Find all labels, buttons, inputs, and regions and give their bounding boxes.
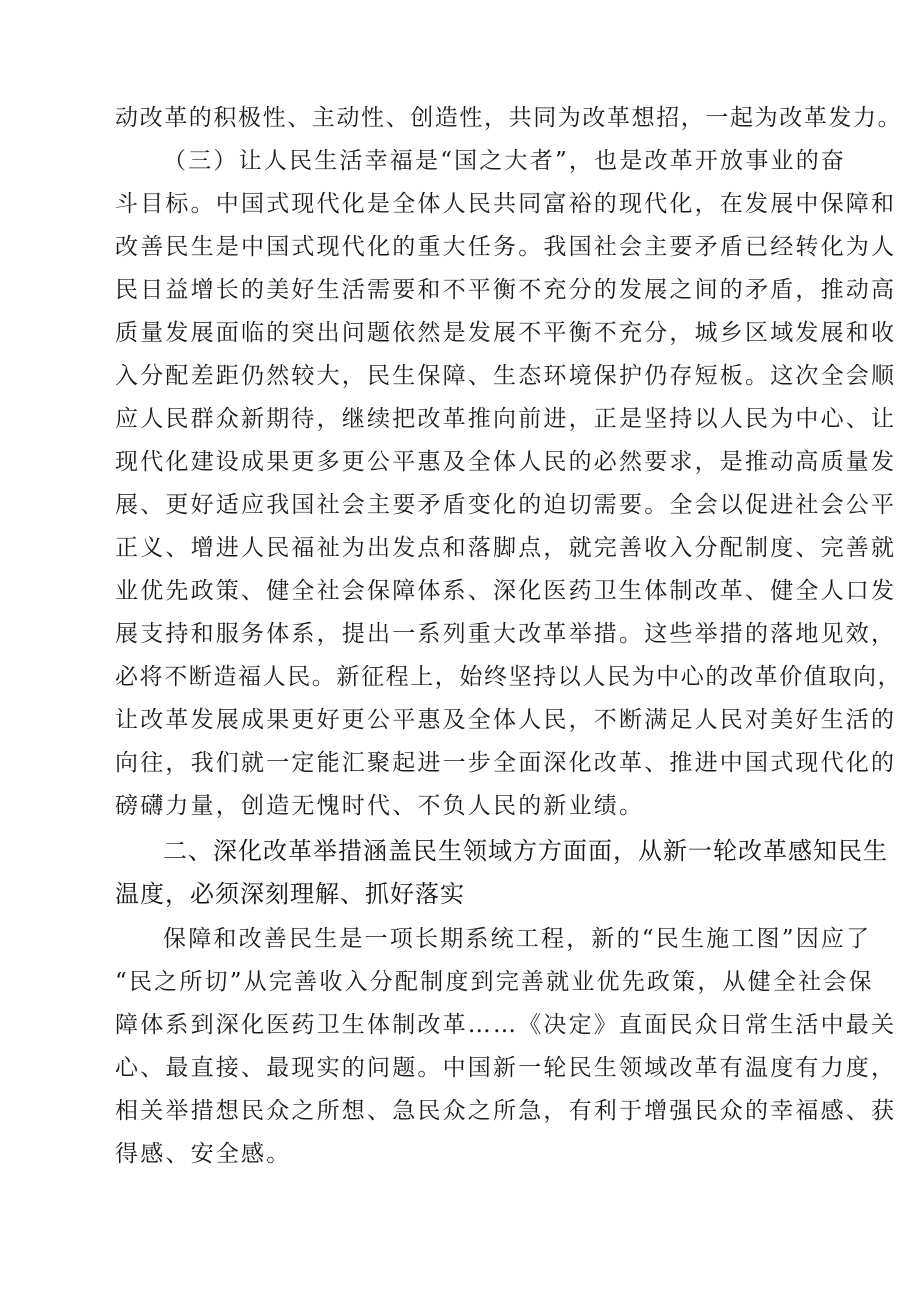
- text-line: 业优先政策、健全社会保障体系、深化医药卫生体制改革、健全人口发: [115, 578, 897, 604]
- text-line: “民之所切”从完善收入分配制度到完善就业优先政策，从健全社会保: [115, 969, 874, 995]
- text-line: 入分配差距仍然较大，民生保障、生态环境保护仍存短板。这次全会顺: [115, 363, 897, 389]
- text-line: 现代化建设成果更多更公平惠及全体人民的必然要求，是推动高质量发: [115, 449, 897, 475]
- text-line: 向往，我们就一定能汇聚起进一步全面深化改革、推进中国式现代化的: [115, 750, 897, 776]
- text-line: 质量发展面临的突出问题依然是发展不平衡不充分，城乡区域发展和收: [115, 320, 897, 346]
- text-line: 得感、安全感。: [115, 1141, 292, 1167]
- section-heading: 温度，必须深刻理解、抓好落实: [115, 880, 465, 908]
- text-line: （三）让人民生活幸福是“国之大者”，也是改革开放事业的奋: [163, 148, 847, 174]
- text-line: 应人民群众新期待，继续把改革推向前进，正是坚持以人民为中心、让: [115, 406, 897, 432]
- text-line: 正义、增进人民福祉为出发点和落脚点，就完善收入分配制度、完善就: [115, 535, 897, 561]
- text-line: 心、最直接、最现实的问题。中国新一轮民生领域改革有温度有力度，: [115, 1055, 897, 1081]
- text-line: 相关举措想民众之所想、急民众之所急，有利于增强民众的幸福感、获: [115, 1098, 897, 1124]
- text-line: 必将不断造福人民。新征程上，始终坚持以人民为中心的改革价值取向，: [115, 664, 903, 690]
- text-line: 磅礴力量，创造无愧时代、不负人民的新业绩。: [115, 793, 645, 819]
- section-heading: 二、深化改革举措涵盖民生领域方方面面，从新一轮改革感知民生: [163, 837, 888, 865]
- text-line: 展、更好适应我国社会主要矛盾变化的迫切需要。全会以促进社会公平: [115, 492, 897, 518]
- text-line: 展支持和服务体系，提出一系列重大改革举措。这些举措的落地见效，: [115, 621, 897, 647]
- text-line: 民日益增长的美好生活需要和不平衡不充分的发展之间的矛盾，推动高: [115, 277, 897, 303]
- text-line: 障体系到深化医药卫生体制改革……《决定》直面民众日常生活中最关: [115, 1012, 897, 1038]
- text-line: 保障和改善民生是一项长期系统工程，新的“民生施工图”因应了: [163, 926, 872, 952]
- text-line: 斗目标。中国式现代化是全体人民共同富裕的现代化，在发展中保障和: [115, 191, 897, 217]
- text-line: 让改革发展成果更好更公平惠及全体人民，不断满足人民对美好生活的: [115, 707, 897, 733]
- text-line: 改善民生是中国式现代化的重大任务。我国社会主要矛盾已经转化为人: [115, 234, 897, 260]
- text-line: 动改革的积极性、主动性、创造性，共同为改革想招，一起为改革发力。: [115, 105, 903, 131]
